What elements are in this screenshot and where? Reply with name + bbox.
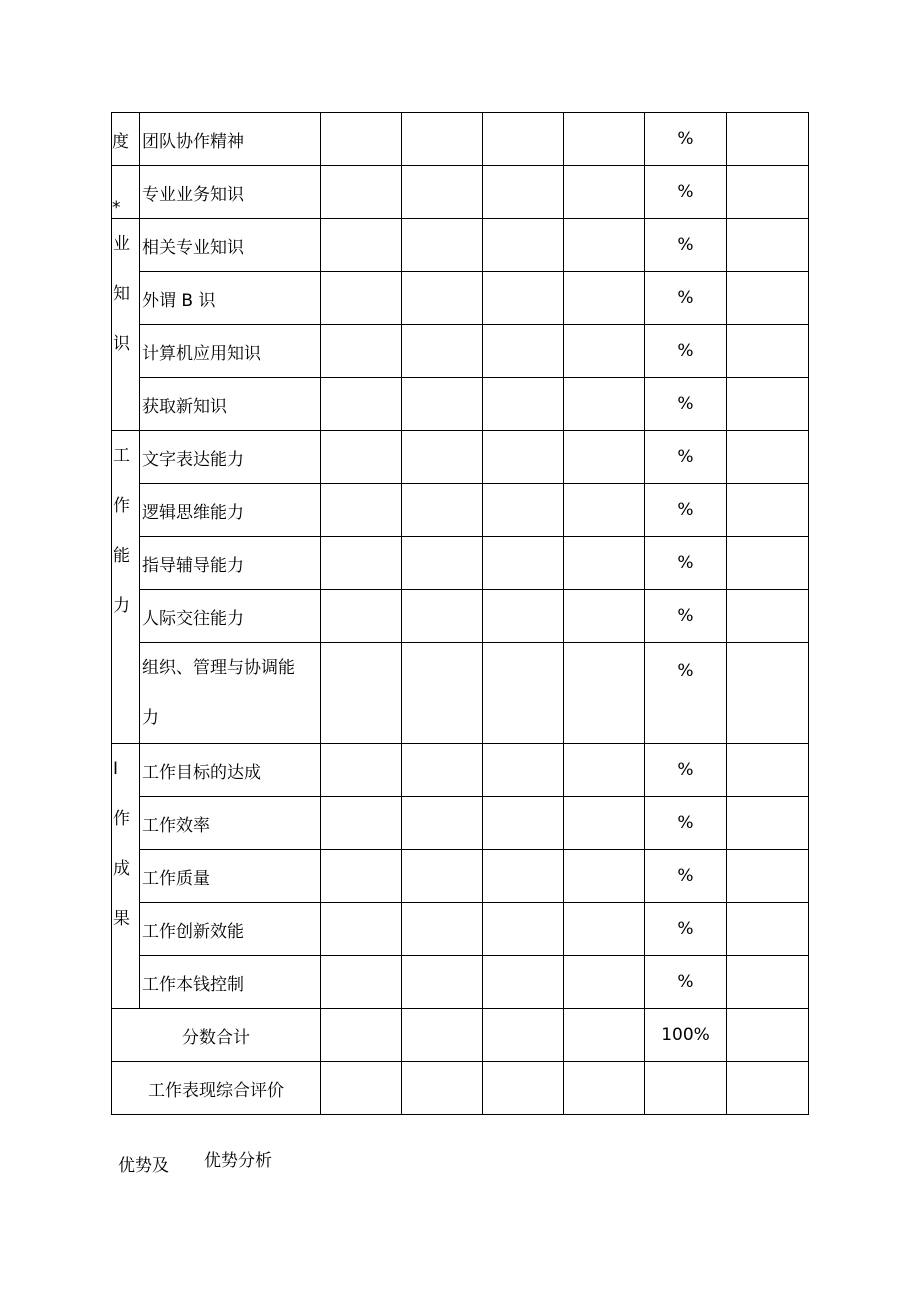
score-cell[interactable] xyxy=(321,643,402,744)
item-cell: 工作创新效能 xyxy=(140,903,321,956)
score-cell[interactable] xyxy=(402,956,483,1009)
score-cell[interactable] xyxy=(483,113,564,166)
category-char: 工 xyxy=(113,446,130,466)
table-row xyxy=(112,537,809,590)
category-char: 作 xyxy=(113,809,130,829)
score-cell[interactable] xyxy=(483,431,564,484)
score-cell[interactable] xyxy=(564,484,645,537)
score-cell[interactable] xyxy=(564,797,645,850)
score-cell[interactable] xyxy=(402,166,483,219)
item-cell: 专业业务知识 xyxy=(140,166,321,219)
item-cell: 工作质量 xyxy=(140,850,321,903)
score-cell[interactable] xyxy=(402,850,483,903)
weight-cell: % xyxy=(645,797,727,850)
score-cell[interactable] xyxy=(564,219,645,272)
strengths-label: 优势及 xyxy=(118,1156,169,1176)
total-weight: 100% xyxy=(645,1009,727,1062)
score-cell[interactable] xyxy=(727,643,809,744)
score-cell[interactable] xyxy=(483,219,564,272)
score-cell[interactable] xyxy=(321,484,402,537)
score-cell[interactable] xyxy=(402,537,483,590)
overall-label: 工作表现综合评价 xyxy=(112,1062,321,1115)
category-knowledge xyxy=(112,219,140,431)
score-cell[interactable] xyxy=(321,590,402,643)
score-cell[interactable] xyxy=(402,378,483,431)
score-cell[interactable] xyxy=(402,113,483,166)
score-cell[interactable] xyxy=(321,219,402,272)
category-char: 作 xyxy=(113,496,130,516)
score-cell[interactable] xyxy=(727,590,809,643)
table-row xyxy=(112,903,809,956)
score-cell[interactable] xyxy=(483,744,564,797)
item-line: 组织、管理与协调能 xyxy=(142,658,295,678)
weight-cell: % xyxy=(645,643,727,744)
score-cell[interactable] xyxy=(321,325,402,378)
score-cell[interactable] xyxy=(483,850,564,903)
score-cell[interactable] xyxy=(321,166,402,219)
score-cell[interactable] xyxy=(483,325,564,378)
item-cell: 逻辑思维能力 xyxy=(140,484,321,537)
score-cell[interactable] xyxy=(321,797,402,850)
score-cell[interactable] xyxy=(727,113,809,166)
table-row xyxy=(112,272,809,325)
score-cell[interactable] xyxy=(727,956,809,1009)
score-cell[interactable] xyxy=(402,903,483,956)
score-cell[interactable] xyxy=(321,956,402,1009)
table-row xyxy=(112,378,809,431)
table-row xyxy=(112,643,809,744)
score-cell[interactable] xyxy=(564,431,645,484)
table-row xyxy=(112,431,809,484)
weight-cell: % xyxy=(645,325,727,378)
score-cell[interactable] xyxy=(483,1009,564,1062)
category-results xyxy=(112,744,140,1009)
weight-cell: % xyxy=(645,272,727,325)
score-cell[interactable] xyxy=(564,537,645,590)
weight-cell: % xyxy=(645,590,727,643)
score-cell[interactable] xyxy=(564,272,645,325)
category-char: 知 xyxy=(113,284,130,304)
score-cell[interactable] xyxy=(402,431,483,484)
score-cell[interactable] xyxy=(321,537,402,590)
weight-cell: % xyxy=(645,744,727,797)
weight-cell: % xyxy=(645,484,727,537)
category-char: 成 xyxy=(113,859,130,879)
score-cell[interactable] xyxy=(564,850,645,903)
score-cell[interactable] xyxy=(483,643,564,744)
score-cell[interactable] xyxy=(727,537,809,590)
score-cell[interactable] xyxy=(727,166,809,219)
category-char: 力 xyxy=(113,596,130,616)
item-cell: 相关专业知识 xyxy=(140,219,321,272)
table-row xyxy=(112,744,809,797)
score-cell[interactable] xyxy=(727,744,809,797)
score-cell[interactable] xyxy=(483,797,564,850)
category-char: 识 xyxy=(113,334,130,354)
item-cell: 工作本钱控制 xyxy=(140,956,321,1009)
score-cell[interactable] xyxy=(727,325,809,378)
score-cell[interactable] xyxy=(727,903,809,956)
score-cell[interactable] xyxy=(402,590,483,643)
score-cell[interactable] xyxy=(402,1062,483,1115)
evaluation-table xyxy=(111,112,809,1115)
score-cell[interactable] xyxy=(402,643,483,744)
score-cell[interactable] xyxy=(483,378,564,431)
category-char: 能 xyxy=(113,546,130,566)
score-cell[interactable] xyxy=(564,744,645,797)
score-cell[interactable] xyxy=(564,325,645,378)
score-cell[interactable] xyxy=(402,484,483,537)
score-cell[interactable] xyxy=(727,484,809,537)
table-row xyxy=(112,166,809,219)
score-cell[interactable] xyxy=(564,378,645,431)
category-cell xyxy=(112,166,140,219)
table-row xyxy=(112,484,809,537)
score-cell[interactable] xyxy=(483,166,564,219)
score-cell[interactable] xyxy=(483,537,564,590)
score-cell[interactable] xyxy=(564,113,645,166)
score-cell[interactable] xyxy=(321,1009,402,1062)
score-cell[interactable] xyxy=(727,1062,809,1115)
score-cell[interactable] xyxy=(402,325,483,378)
score-cell[interactable] xyxy=(321,1062,402,1115)
score-cell[interactable] xyxy=(321,850,402,903)
score-cell[interactable] xyxy=(321,431,402,484)
score-cell[interactable] xyxy=(402,744,483,797)
score-cell[interactable] xyxy=(402,1009,483,1062)
score-cell[interactable] xyxy=(727,219,809,272)
score-cell[interactable] xyxy=(402,797,483,850)
score-cell[interactable] xyxy=(727,850,809,903)
weight-cell: % xyxy=(645,431,727,484)
item-cell: 工作效率 xyxy=(140,797,321,850)
item-cell xyxy=(140,643,321,744)
score-cell[interactable] xyxy=(483,956,564,1009)
score-cell[interactable] xyxy=(321,903,402,956)
weight-cell: % xyxy=(645,850,727,903)
category-cell: 度 xyxy=(112,113,140,166)
score-cell[interactable] xyxy=(727,1009,809,1062)
item-cell: 团队协作精神 xyxy=(140,113,321,166)
score-cell[interactable] xyxy=(483,903,564,956)
item-cell: 指导辅导能力 xyxy=(140,537,321,590)
table-row xyxy=(112,113,809,166)
table-row xyxy=(112,219,809,272)
table-row xyxy=(112,850,809,903)
item-line: 力 xyxy=(142,708,159,728)
score-cell[interactable] xyxy=(564,903,645,956)
score-cell[interactable] xyxy=(483,590,564,643)
score-cell[interactable] xyxy=(645,1062,727,1115)
item-cell: 外谓 B 识 xyxy=(140,272,321,325)
score-cell[interactable] xyxy=(402,272,483,325)
score-cell[interactable] xyxy=(321,113,402,166)
weight-cell: % xyxy=(645,956,727,1009)
score-cell[interactable] xyxy=(727,272,809,325)
score-cell[interactable] xyxy=(564,643,645,744)
score-cell[interactable] xyxy=(564,1062,645,1115)
asterisk-mark: * xyxy=(112,198,121,218)
category-ability xyxy=(112,431,140,744)
table-row xyxy=(112,797,809,850)
score-cell[interactable] xyxy=(727,797,809,850)
score-cell[interactable] xyxy=(564,956,645,1009)
score-cell[interactable] xyxy=(564,1009,645,1062)
weight-cell: % xyxy=(645,378,727,431)
score-cell[interactable] xyxy=(402,219,483,272)
item-cell: 工作目标的达成 xyxy=(140,744,321,797)
category-char: I xyxy=(113,759,119,779)
score-cell[interactable] xyxy=(483,272,564,325)
score-cell[interactable] xyxy=(564,590,645,643)
score-cell[interactable] xyxy=(727,378,809,431)
score-cell[interactable] xyxy=(727,431,809,484)
table-row xyxy=(112,956,809,1009)
item-cell: 文字表达能力 xyxy=(140,431,321,484)
score-cell[interactable] xyxy=(483,1062,564,1115)
weight-cell: % xyxy=(645,113,727,166)
weight-cell: % xyxy=(645,166,727,219)
weight-cell: % xyxy=(645,903,727,956)
total-label: 分数合计 xyxy=(112,1009,321,1062)
item-cell: 计算机应用知识 xyxy=(140,325,321,378)
score-cell[interactable] xyxy=(321,744,402,797)
category-char: 业 xyxy=(113,234,130,254)
weight-cell: % xyxy=(645,219,727,272)
item-cell: 人际交往能力 xyxy=(140,590,321,643)
score-cell[interactable] xyxy=(483,484,564,537)
score-cell[interactable] xyxy=(321,378,402,431)
strengths-analysis-label: 优势分析 xyxy=(204,1151,272,1171)
score-cell[interactable] xyxy=(321,272,402,325)
weight-cell: % xyxy=(645,537,727,590)
category-char: 果 xyxy=(113,909,130,929)
score-cell[interactable] xyxy=(564,166,645,219)
table-row xyxy=(112,590,809,643)
total-row xyxy=(112,1009,809,1062)
overall-row xyxy=(112,1062,809,1115)
table-row xyxy=(112,325,809,378)
item-cell: 获取新知识 xyxy=(140,378,321,431)
